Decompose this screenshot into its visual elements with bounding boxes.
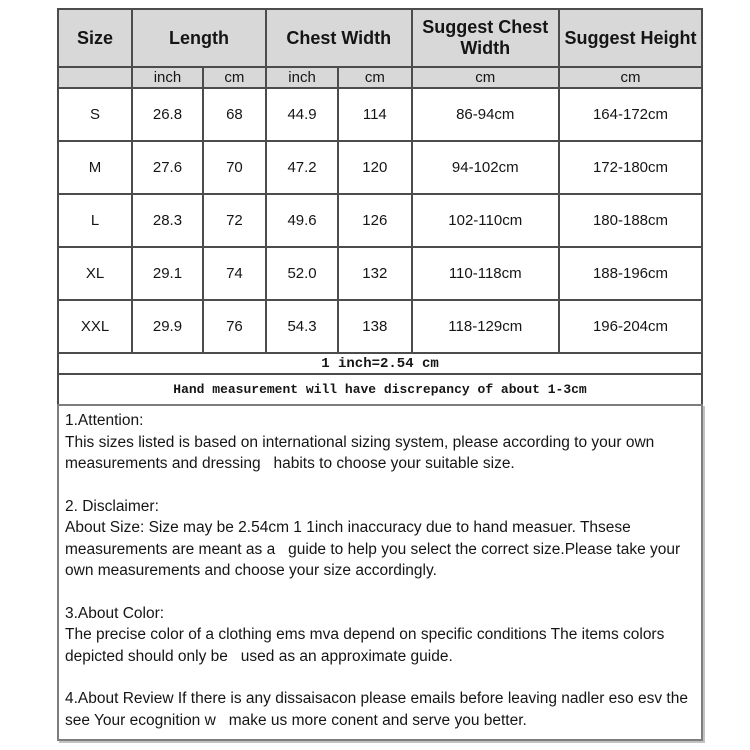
table-row-s	[58, 88, 702, 141]
table-row-xl	[58, 247, 702, 300]
chest-inch-cell: 44.9	[266, 88, 338, 141]
chest-cm-cell: 138	[338, 300, 411, 353]
chest-cm-cell: 126	[338, 194, 411, 247]
length-inch-cell: 28.3	[132, 194, 203, 247]
header-suggest-height: Suggest Height	[559, 9, 702, 67]
note-about-color-body: The precise color of a clothing ems mva depend on specific conditions The items colors depicted should only be used as an approximate guide.	[65, 626, 669, 665]
header-size: Size	[58, 9, 132, 67]
units-chest-inch: inch	[266, 67, 338, 88]
units-suggest-height-cm: cm	[559, 67, 702, 88]
length-inch-cell: 27.6	[132, 141, 203, 194]
length-cm-cell: 68	[203, 88, 266, 141]
note-about-color	[65, 603, 695, 668]
suggest-chest-cell: 102-110cm	[412, 194, 559, 247]
suggest-height-cell: 164-172cm	[559, 88, 702, 141]
table-row-m	[58, 141, 702, 194]
measurement-note-row	[58, 374, 702, 405]
units-length-cm: cm	[203, 67, 266, 88]
note-about-review	[65, 688, 695, 731]
measurement-note: Hand measurement will have discrepancy of about 1-3cm	[58, 374, 702, 405]
note-disclaimer-body: About Size: Size may be 2.54cm 1 1inch inaccuracy due to hand measuer. Thsese measurements are meant as a guide to help you select the correct size.Please take your own measurements and choose your size accordingly.	[65, 519, 685, 579]
notes-box	[57, 404, 703, 741]
length-cm-cell: 74	[203, 247, 266, 300]
table-row-l	[58, 194, 702, 247]
length-inch-cell: 29.1	[132, 247, 203, 300]
note-attention-title: 1.Attention:	[65, 412, 144, 429]
suggest-height-cell: 180-188cm	[559, 194, 702, 247]
length-inch-cell: 26.8	[132, 88, 203, 141]
size-cell: S	[58, 88, 132, 141]
units-chest-cm: cm	[338, 67, 411, 88]
table-units-row	[58, 67, 702, 88]
size-chart-sheet	[57, 8, 703, 741]
header-chest-width: Chest Width	[266, 9, 412, 67]
note-disclaimer	[65, 496, 695, 582]
chest-inch-cell: 47.2	[266, 141, 338, 194]
units-empty-cell	[58, 67, 132, 88]
suggest-chest-cell: 118-129cm	[412, 300, 559, 353]
note-about-color-title: 3.About Color:	[65, 604, 165, 622]
size-cell: L	[58, 194, 132, 247]
header-length: Length	[132, 9, 266, 67]
suggest-chest-cell: 110-118cm	[412, 247, 559, 300]
chest-inch-cell: 52.0	[266, 247, 338, 300]
conversion-note-row	[58, 353, 702, 374]
suggest-height-cell: 188-196cm	[559, 247, 702, 300]
note-disclaimer-title: 2. Disclaimer:	[65, 497, 159, 515]
note-attention	[65, 410, 695, 475]
suggest-chest-cell: 86-94cm	[412, 88, 559, 141]
chest-inch-cell: 54.3	[266, 300, 338, 353]
table-row-xxl	[58, 300, 702, 353]
units-length-inch: inch	[132, 67, 203, 88]
suggest-height-cell: 196-204cm	[559, 300, 702, 353]
chest-cm-cell: 132	[338, 247, 411, 300]
length-cm-cell: 72	[203, 194, 266, 247]
header-suggest-chest-width: Suggest Chest Width	[412, 9, 559, 67]
suggest-height-cell: 172-180cm	[559, 141, 702, 194]
size-cell: XXL	[58, 300, 132, 353]
conversion-note: 1 inch=2.54 cm	[58, 353, 702, 374]
length-cm-cell: 76	[203, 300, 266, 353]
note-attention-body: This sizes listed is based on international sizing system, please according to your own measurements and dressing habits to choose your suitable size.	[65, 433, 659, 472]
suggest-chest-cell: 94-102cm	[412, 141, 559, 194]
units-suggest-chest-cm: cm	[412, 67, 559, 88]
chest-cm-cell: 120	[338, 141, 411, 194]
table-header-row	[58, 9, 702, 67]
chest-inch-cell: 49.6	[266, 194, 338, 247]
size-cell: XL	[58, 247, 132, 300]
chest-cm-cell: 114	[338, 88, 411, 141]
size-chart-table	[57, 8, 703, 406]
length-cm-cell: 70	[203, 141, 266, 194]
length-inch-cell: 29.9	[132, 300, 203, 353]
size-cell: M	[58, 141, 132, 194]
note-about-review-body: 4.About Review If there is any dissaisacon please emails before leaving nadler eso esv the see Your ecognition w make us more conent and serve you better.	[65, 690, 693, 729]
